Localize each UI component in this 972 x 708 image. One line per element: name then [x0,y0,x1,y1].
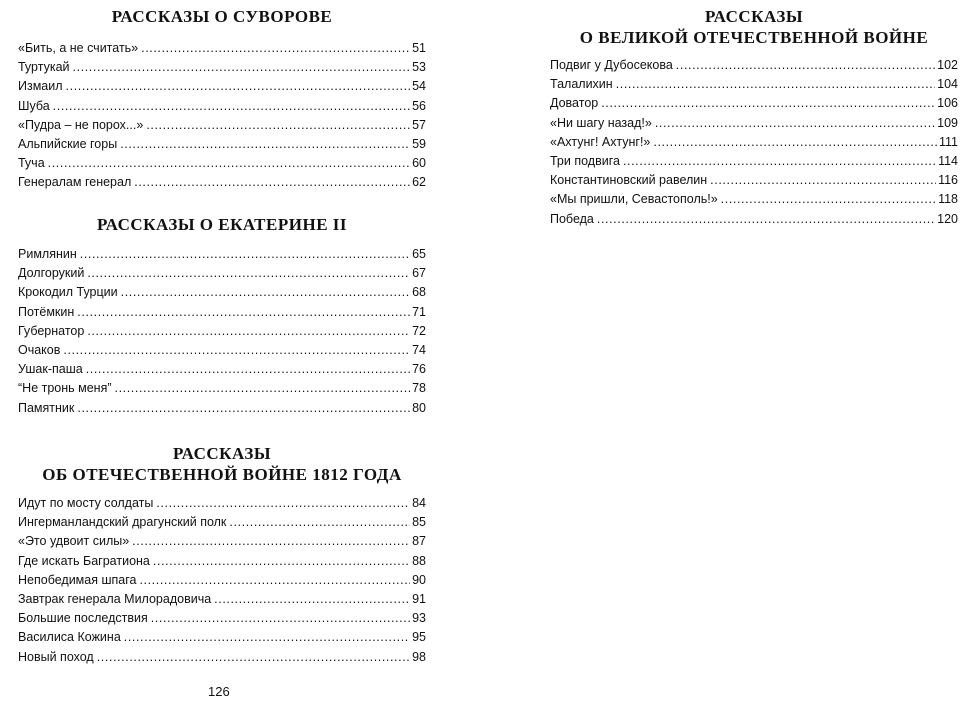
section-title-line: РАССКАЗЫ О СУВОРОВЕ [111,7,333,26]
toc-entry [18,399,426,418]
entry-title: Где искать Багратиона [18,553,150,568]
dot-leader [73,58,411,77]
entry-title: Очаков [18,342,61,357]
toc-entry [550,152,958,171]
toc-entry [18,590,426,609]
toc-entry [18,494,426,513]
toc-entry [18,303,426,322]
entry-title: Туча [18,156,45,171]
entry-title: Шуба [18,98,50,113]
entry-title: Непобедимая шпага [18,572,137,587]
toc-entry [550,133,958,152]
entry-page: 57 [412,117,426,132]
toc-list [18,245,426,418]
toc-entry [18,532,426,551]
entry-page: 85 [412,515,426,530]
dot-leader [601,94,935,113]
entry-page: 54 [412,79,426,94]
dot-leader [721,190,936,209]
section-title-line: РАССКАЗЫ [704,7,804,26]
dot-leader [97,648,410,667]
toc-entry [18,513,426,532]
entry-page: 95 [412,630,426,645]
dot-leader [66,77,411,96]
entry-title: Василиса Кожина [18,630,121,645]
entry-page: 106 [937,96,958,111]
dot-leader [141,39,410,58]
section-title [18,214,426,235]
section-title-line: О ВЕЛИКОЙ ОТЕЧЕСТВЕННОЙ ВОЙНЕ [579,28,929,47]
entry-page: 102 [937,58,958,72]
entry-page: 65 [412,247,426,261]
dot-leader [597,210,935,229]
toc-entry [18,154,426,173]
entry-title: «Мы пришли, Севастополь!» [550,192,718,207]
dot-leader [87,322,410,341]
dot-leader [676,56,935,75]
entry-page: 74 [412,342,426,357]
entry-page: 120 [937,211,958,226]
entry-page: 116 [938,173,958,188]
toc-list [18,494,426,667]
toc-entry [550,171,958,190]
dot-leader [229,513,410,532]
dot-leader [153,552,410,571]
toc-entry [550,190,958,209]
toc-entry [18,322,426,341]
section-title-line: РАССКАЗЫ [172,444,272,463]
entry-title: Долгорукий [18,266,85,281]
entry-title: “Не тронь меня” [18,381,112,396]
entry-page: 114 [938,153,958,168]
entry-page: 98 [412,649,426,664]
section-suvorov [18,6,426,193]
entry-title: «Пудра – не порох...» [18,117,144,132]
toc-list [550,56,958,229]
entry-title: Большие последствия [18,611,148,626]
entry-title: Губернатор [18,323,85,338]
toc-entry [18,77,426,96]
dot-leader [115,379,411,398]
toc-entry [18,283,426,302]
entry-title: Туртукай [18,60,70,75]
entry-page: 93 [412,611,426,626]
toc-entry [550,210,958,229]
entry-page: 56 [412,98,426,113]
dot-leader [151,609,410,628]
toc-entry [18,552,426,571]
dot-leader [121,283,410,302]
toc-entry [18,245,426,264]
toc-entry [18,648,426,667]
entry-page: 80 [412,400,426,415]
dot-leader [77,303,410,322]
dot-leader [48,154,410,173]
toc-entry [550,94,958,113]
toc-entry [18,116,426,135]
section-wwii [550,6,958,229]
entry-title: Памятник [18,400,75,415]
entry-title: «Ахтунг! Ахтунг!» [550,134,651,149]
entry-title: Генералам генерал [18,175,132,190]
dot-leader [156,494,410,513]
entry-title: Потёмкин [18,304,75,319]
dot-leader [214,590,410,609]
entry-title: Три подвига [550,153,620,168]
entry-title: Римлянин [18,247,77,261]
entry-title: «Это удвоит силы» [18,534,130,549]
dot-leader [623,152,936,171]
entry-title: «Ни шагу назад!» [550,115,652,130]
entry-page: 91 [412,591,426,606]
section-title [18,443,426,485]
toc-entry [18,173,426,192]
toc-entry [550,56,958,75]
entry-page: 88 [412,553,426,568]
toc-entry [18,628,426,647]
toc-list [18,39,426,193]
entry-title: Ингерманландский драгунский полк [18,515,227,530]
entry-title: Доватор [550,96,599,111]
toc-entry [18,97,426,116]
entry-title: Альпийские горы [18,136,118,151]
entry-title: Завтрак генерала Милорадовича [18,591,212,606]
entry-page: 111 [938,134,958,149]
section-title [18,6,426,27]
entry-page: 68 [412,285,426,300]
dot-leader [139,571,410,590]
toc-entry [18,609,426,628]
section-ekaterina [18,214,426,418]
entry-title: Победа [550,211,594,226]
toc-entry [18,264,426,283]
dot-leader [134,173,410,192]
section-title-line: ОБ ОТЕЧЕСТВЕННОЙ ВОЙНЕ 1812 ГОДА [42,465,402,484]
entry-page: 118 [938,192,958,207]
section-title-line: РАССКАЗЫ О ЕКАТЕРИНЕ II [96,215,348,234]
entry-title: Новый поход [18,649,94,664]
dot-leader [124,628,410,647]
dot-leader [87,264,410,283]
entry-title: Ушак-паша [18,362,83,377]
dot-leader [132,532,410,551]
dot-leader [616,75,935,94]
entry-title: Константиновский равелин [550,173,708,188]
entry-title: Подвиг у Дубосекова [550,58,673,72]
dot-leader [80,245,410,264]
entry-page: 104 [937,77,958,92]
entry-page: 51 [412,41,426,55]
entry-page: 53 [412,60,426,75]
section-title [550,6,958,48]
toc-entry [18,58,426,77]
dot-leader [655,114,935,133]
dot-leader [120,135,410,154]
entry-page: 59 [412,136,426,151]
entry-page: 84 [412,496,426,510]
toc-entry [550,75,958,94]
entry-title: Крокодил Турции [18,285,118,300]
dot-leader [146,116,410,135]
dot-leader [53,97,410,116]
entry-page: 72 [412,323,426,338]
entry-page: 109 [937,115,958,130]
entry-page: 90 [412,572,426,587]
toc-entry [18,571,426,590]
toc-entry [18,360,426,379]
dot-leader [653,133,937,152]
entry-page: 71 [412,304,426,319]
dot-leader [86,360,410,379]
page-number: 126 [208,684,230,699]
entry-title: «Бить, а не считать» [18,41,139,55]
toc-entry [18,341,426,360]
entry-page: 67 [412,266,426,281]
entry-title: Измаил [18,79,63,94]
dot-leader [63,341,410,360]
toc-entry [18,135,426,154]
toc-entry [18,379,426,398]
toc-entry [18,39,426,58]
dot-leader [77,399,410,418]
entry-page: 87 [412,534,426,549]
entry-page: 78 [412,381,426,396]
entry-title: Талалихин [550,77,613,92]
section-1812 [18,443,426,667]
toc-entry [550,114,958,133]
entry-page: 76 [412,362,426,377]
entry-page: 62 [412,175,426,190]
entry-title: Идут по мосту солдаты [18,496,154,510]
dot-leader [710,171,936,190]
entry-page: 60 [412,156,426,171]
